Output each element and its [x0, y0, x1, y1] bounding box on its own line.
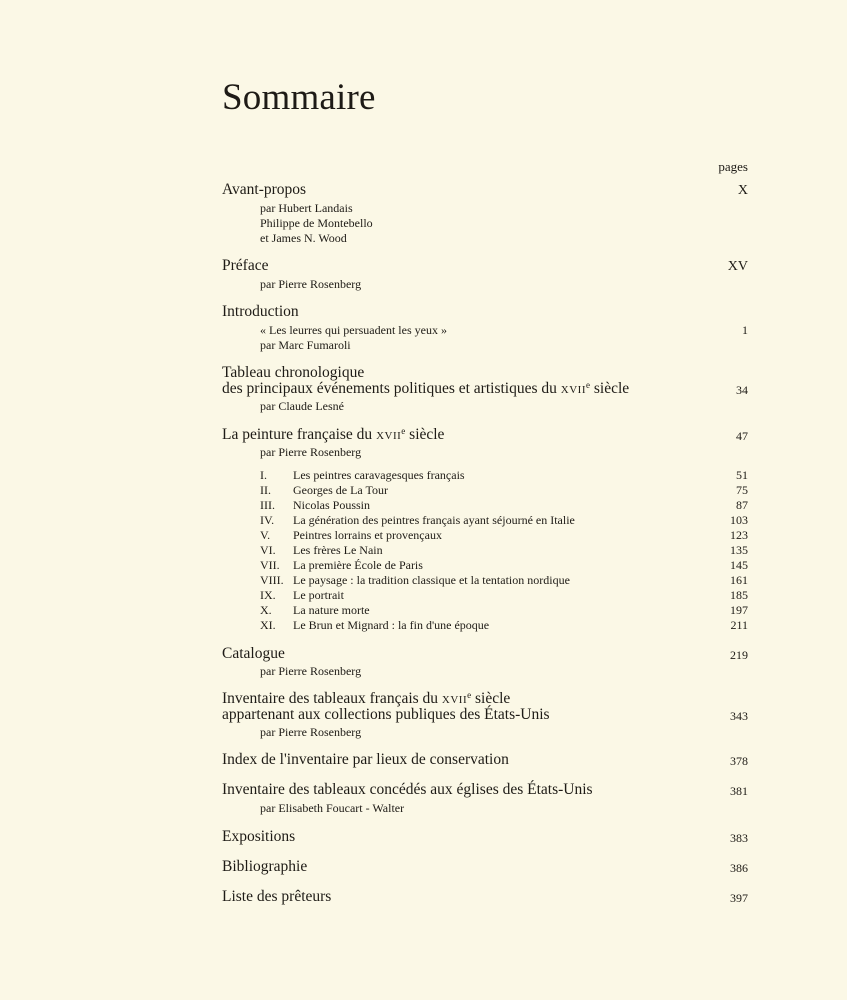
author-line: par Marc Fumaroli	[260, 338, 351, 352]
page-bibliographie: 386	[730, 861, 748, 875]
entry-bibliographie: Bibliographie	[222, 858, 308, 875]
entry-preface: Préface	[222, 257, 269, 274]
page-preteurs: 397	[730, 891, 748, 905]
page-expositions: 383	[730, 831, 748, 845]
introduction-subtitle: « Les leurres qui persuadent les yeux »	[260, 323, 447, 337]
author-line: par Hubert Landais	[260, 201, 353, 215]
page-catalogue: 219	[730, 648, 748, 662]
author-line: par Pierre Rosenberg	[260, 445, 362, 459]
entry-avant-propos: Avant-propos	[222, 181, 307, 198]
page-inventaire: 343	[730, 709, 748, 723]
toc-page: Sommaire pages Avant-propos X par Hubert Landais Philippe de Montebello et James N. Wood Préface XV par Pierre Rosenberg Introduction « Les leurres qui persuadent les yeux » 1 par Marc Fumaroli Tableau chronologique des principaux événements politiques et artistiques du xvii$^e$ siècle 34 par Claude Lesné La peinture française du xvii$^e$ siècle 47 par Pierre Rosenberg I. Les peintres caravagesques français 51 II. Georges de La Tour 75 III. Nicolas Poussin 87 IV. La génération des peintres français ayant séjourné en Italie 103 V. Peintres lorrains et provençaux 123 VI. Les frères Le Nain 135 VII. La première École de Paris 145 VIII. Le paysage : la tradition classique et la tentation nordique 161 IX. Le portrait 185 X. La nature morte 197 XI. Le Brun et Mignard : la fin d'une époque 211 Catalogue 219 par Pierre Rosenberg Inventaire des tableaux français du xvii$^e$ siècle appartenant aux collections publiques des États-Unis 343 par Pierre Rosenberg Index de l'inventaire par lieux de conservation 378 Inventaire des tableaux concédés aux églises des États-Unis 381 par Elisabeth Foucart - Walter Expositions 383 Bibliographie 386 Liste des prêteurs 397	[222, 77, 748, 905]
entry-index: Index de l'inventaire par lieux de conservation	[222, 751, 509, 768]
entry-inventaire-line2: appartenant aux collections publiques des États-Unis	[222, 706, 550, 723]
entry-peinture: La peinture française du xvii$^e$ siècle	[222, 426, 445, 443]
entry-inventaire-line1: Inventaire des tableaux français du xvii$^e$ siècle	[222, 690, 511, 707]
author-line: par Pierre Rosenberg	[260, 664, 362, 678]
page-preface: XV	[727, 259, 748, 274]
page-index: 378	[730, 754, 748, 768]
entry-catalogue: Catalogue	[222, 645, 285, 662]
entry-preteurs: Liste des prêteurs	[222, 888, 332, 905]
author-line: par Claude Lesné	[260, 399, 344, 413]
entry-expositions: Expositions	[222, 828, 296, 845]
entry-eglises: Inventaire des tableaux concédés aux églises des États-Unis	[222, 781, 593, 798]
page-avant-propos: X	[737, 183, 748, 198]
author-line: et James N. Wood	[260, 231, 347, 245]
entry-tableau-line2: des principaux événements politiques et artistiques du xvii$^e$ siècle	[222, 380, 630, 397]
author-line: par Elisabeth Foucart - Walter	[260, 801, 405, 815]
entry-tableau-line1: Tableau chronologique	[222, 364, 365, 381]
page-eglises: 381	[730, 784, 748, 798]
pages-column-header: pages	[718, 159, 748, 174]
author-line: par Pierre Rosenberg	[260, 725, 362, 739]
page-tableau: 34	[736, 383, 748, 397]
page-peinture: 47	[736, 429, 748, 443]
page-title: Sommaire	[222, 77, 376, 118]
author-line: par Pierre Rosenberg	[260, 277, 362, 291]
author-line: Philippe de Montebello	[260, 216, 373, 230]
page-introduction: 1	[742, 323, 748, 337]
entry-introduction: Introduction	[222, 303, 299, 320]
